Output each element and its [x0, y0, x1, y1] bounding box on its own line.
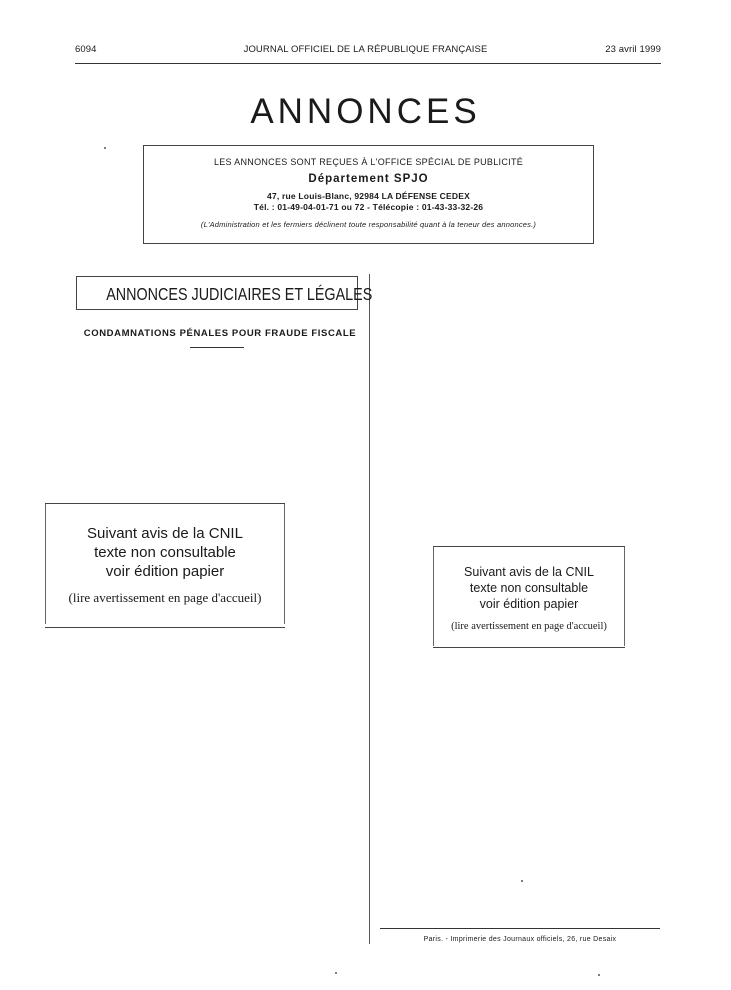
notice-line-1: Suivant avis de la CNIL — [87, 525, 243, 542]
publicity-info-box — [143, 145, 594, 244]
speck — [335, 972, 337, 974]
page-number: 6094 — [75, 44, 97, 55]
printer-imprint: Paris. - Imprimerie des Journaux officiels, 26, rue Desaix — [423, 936, 617, 943]
notice-line-3: voir édition papier — [479, 597, 579, 611]
info-intro: LES ANNONCES SONT REÇUES À L'OFFICE SPÉCIAL DE PUBLICITÉ — [213, 157, 524, 167]
info-disclaimer: (L'Administration et les fermiers déclinent toute responsabilité quant à la teneur des annonces.) — [200, 220, 537, 229]
notice-border-right — [624, 547, 625, 646]
info-phone: Tél. : 01-49-04-01-71 ou 72 - Télécopie : 01-43-33-32-26 — [253, 202, 484, 212]
notice-line-4: (lire avertissement en page d'accueil) — [68, 590, 262, 605]
info-address: 47, rue Louis-Blanc, 92984 LA DÉFENSE CEDEX — [267, 191, 470, 201]
notice-border-left — [433, 547, 434, 646]
notice-line-2: texte non consultable — [94, 544, 236, 561]
notice-line-4: (lire avertissement en page d'accueil) — [451, 621, 607, 632]
footer-rule — [380, 928, 660, 929]
info-department: Département SPJO — [308, 173, 429, 185]
notice-border-left — [45, 504, 46, 624]
journal-title: JOURNAL OFFICIEL DE LA RÉPUBLIQUE FRANÇAISE — [243, 44, 488, 55]
issue-date: 23 avril 1999 — [605, 44, 661, 55]
section-heading-box — [76, 276, 373, 310]
speck — [598, 974, 600, 976]
column-divider — [369, 274, 370, 944]
speck — [521, 880, 523, 882]
page-title: ANNONCES — [250, 92, 481, 131]
header-divider — [75, 63, 661, 64]
cnil-notice-right — [433, 546, 625, 648]
notice-line-2: texte non consultable — [469, 581, 589, 595]
speck — [104, 147, 106, 149]
section-heading: ANNONCES JUDICIAIRES ET LÉGALES — [106, 284, 373, 304]
notice-border-right — [284, 504, 285, 624]
subheading-rule — [190, 347, 244, 348]
section-subheading: CONDAMNATIONS PÉNALES POUR FRAUDE FISCALE — [83, 328, 357, 339]
cnil-notice-left — [45, 503, 285, 628]
notice-line-3: voir édition papier — [105, 563, 225, 580]
notice-line-1: Suivant avis de la CNIL — [464, 565, 594, 579]
